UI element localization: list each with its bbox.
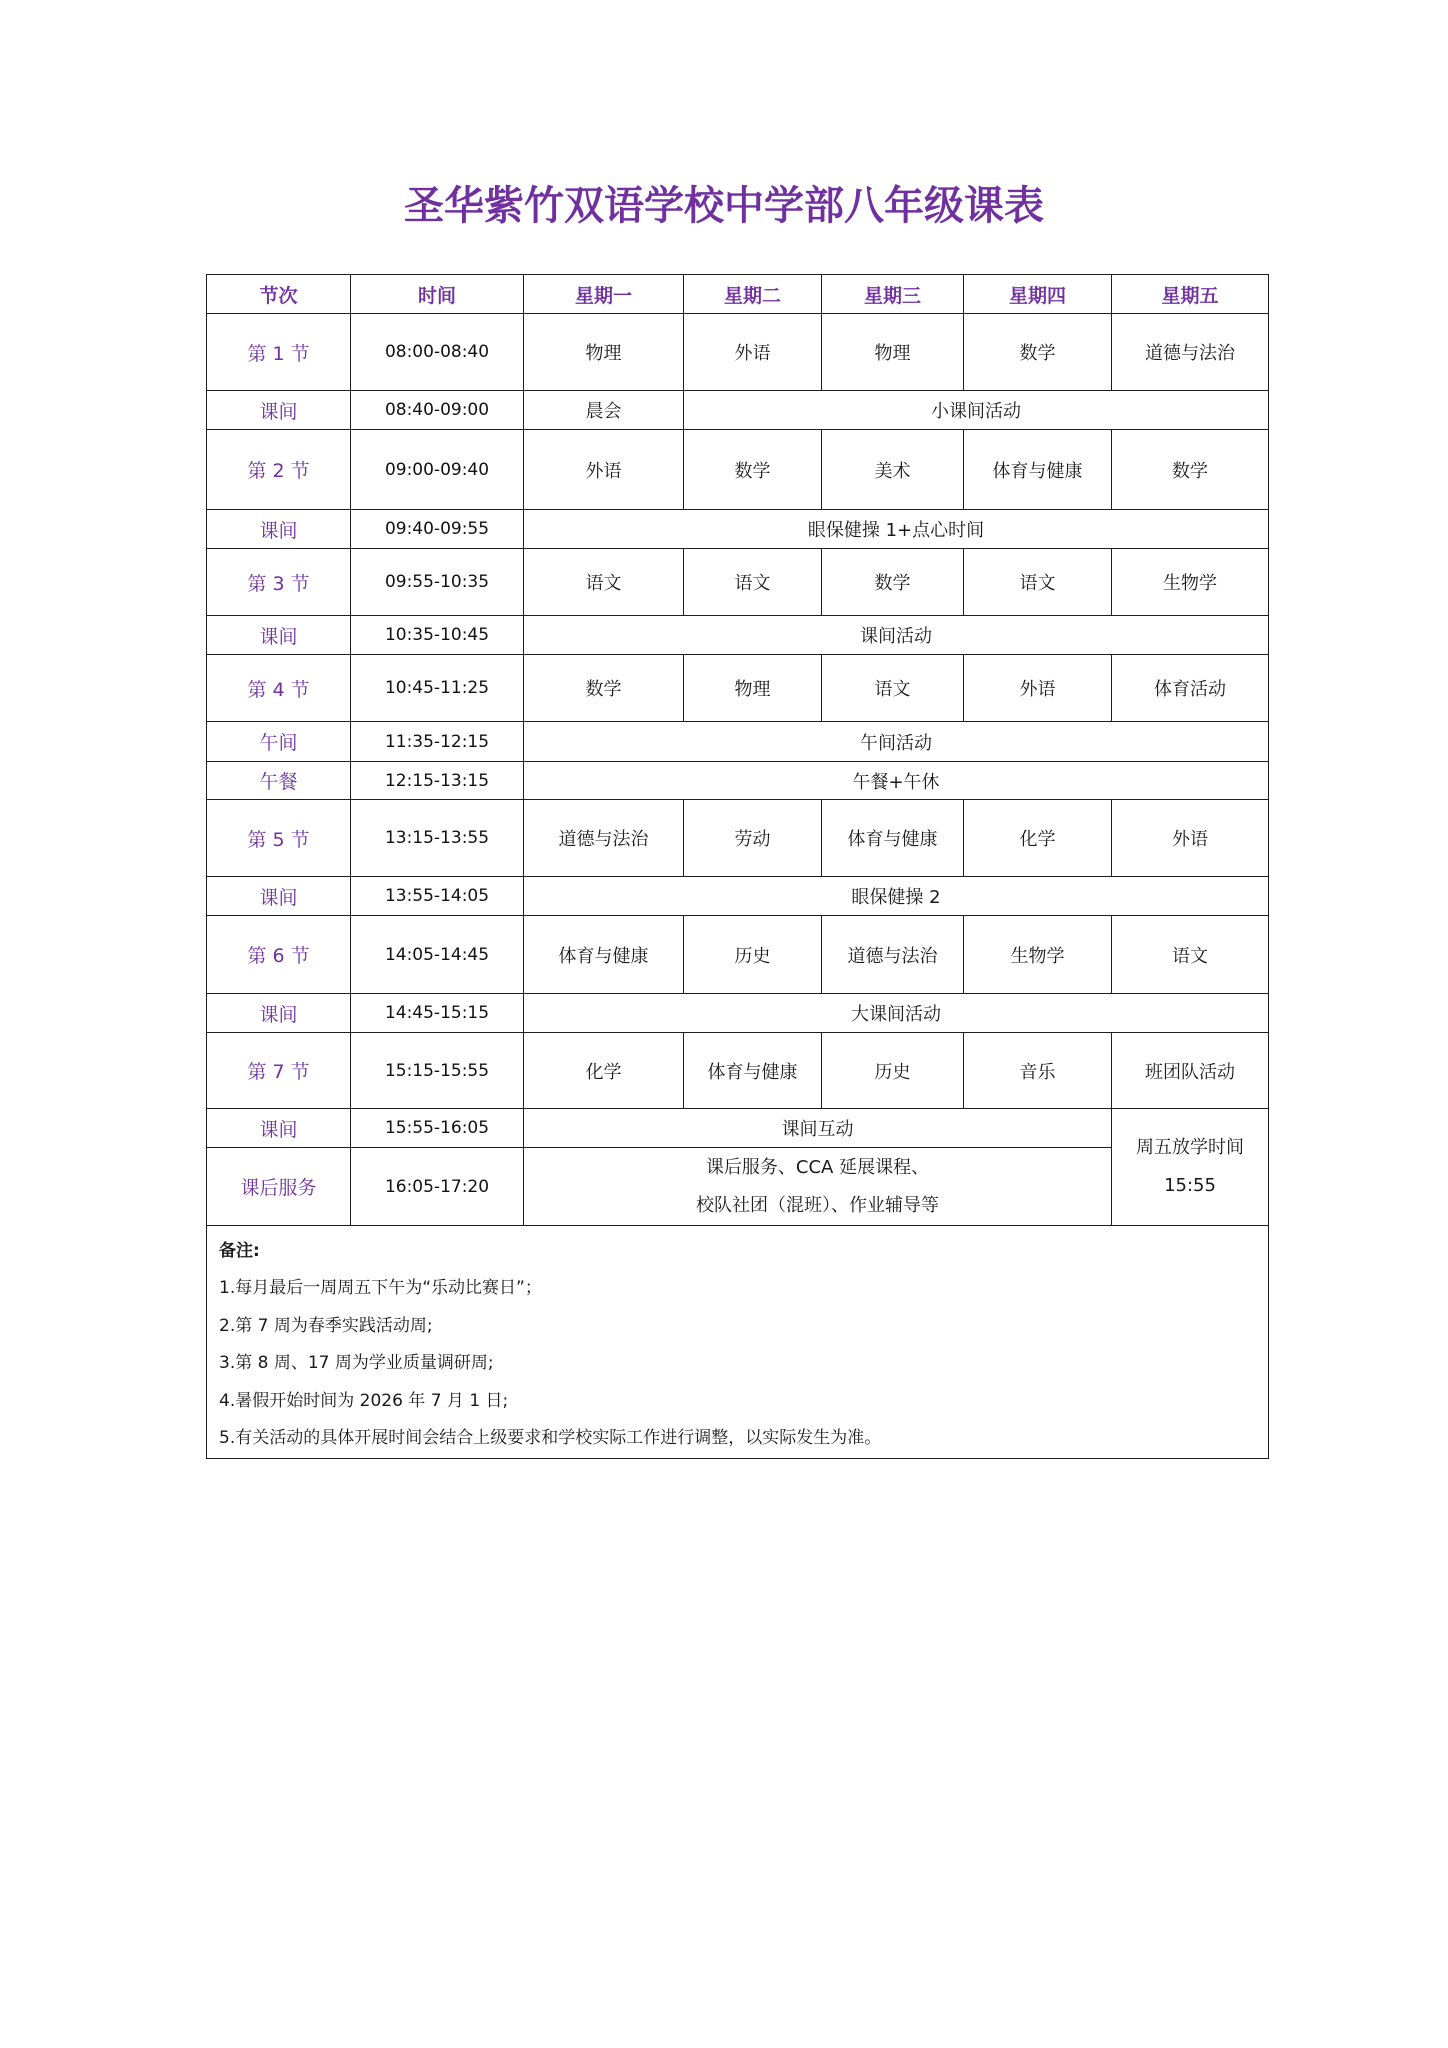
class-cell: 晨会 (524, 391, 684, 430)
period-label: 第 1 节 (207, 314, 351, 391)
period-label: 课间 (207, 510, 351, 549)
class-cell: 音乐 (964, 1033, 1112, 1109)
period-time: 14:45-15:15 (351, 994, 524, 1033)
class-cell: 数学 (1112, 430, 1269, 510)
table-row (207, 762, 1269, 800)
class-cell: 外语 (964, 655, 1112, 722)
period-time: 15:15-15:55 (351, 1033, 524, 1109)
class-cell: 物理 (822, 314, 964, 391)
class-cell: 生物学 (1112, 549, 1269, 616)
class-cell: 数学 (684, 430, 822, 510)
note-item: 3.第 8 周、17 周为学业质量调研周; (219, 1353, 494, 1373)
class-cell: 语文 (684, 549, 822, 616)
class-cell: 体育与健康 (524, 916, 684, 994)
period-label: 第 4 节 (207, 655, 351, 722)
table-row (207, 722, 1269, 762)
note-item: 2.第 7 周为春季实践活动周; (219, 1315, 433, 1336)
table-row (207, 916, 1269, 994)
period-label: 课间 (207, 391, 351, 430)
period-label: 课间 (207, 616, 351, 655)
class-cell: 历史 (822, 1033, 964, 1109)
table-row (207, 1109, 1269, 1148)
class-cell: 体育与健康 (822, 800, 964, 877)
header-thursday: 星期四 (964, 275, 1112, 314)
table-row (207, 1148, 1269, 1226)
table-row (207, 616, 1269, 655)
activity-span: 小课间活动 (684, 391, 1269, 430)
class-cell: 语文 (822, 655, 964, 722)
period-label: 第 2 节 (207, 430, 351, 510)
class-cell: 数学 (524, 655, 684, 722)
period-time: 16:05-17:20 (351, 1148, 524, 1226)
header-wednesday: 星期三 (822, 275, 964, 314)
class-cell: 劳动 (684, 800, 822, 877)
class-cell: 美术 (822, 430, 964, 510)
friday-dismissal-time: 15:55 (1164, 1175, 1216, 1196)
page-title: 圣华紫竹双语学校中学部八年级课表 (404, 183, 1044, 229)
friday-dismissal-label: 周五放学时间 (1136, 1137, 1244, 1158)
period-label: 课间 (207, 1109, 351, 1148)
header-friday: 星期五 (1112, 275, 1269, 314)
table-row (207, 1033, 1269, 1109)
class-cell: 体育活动 (1112, 655, 1269, 722)
activity-span: 眼保健操 2 (524, 877, 1269, 916)
after-school-service-cell (524, 1148, 1112, 1226)
class-cell: 道德与法治 (524, 800, 684, 877)
class-cell: 物理 (684, 655, 822, 722)
table-row (207, 877, 1269, 916)
header-row (207, 275, 1269, 314)
period-label: 第 5 节 (207, 800, 351, 877)
notes-heading: 备注: (219, 1241, 260, 1261)
class-cell: 化学 (964, 800, 1112, 877)
class-cell: 外语 (684, 314, 822, 391)
class-cell: 道德与法治 (1112, 314, 1269, 391)
period-time: 15:55-16:05 (351, 1109, 524, 1148)
period-label: 课间 (207, 877, 351, 916)
class-cell: 道德与法治 (822, 916, 964, 994)
period-time: 08:00-08:40 (351, 314, 524, 391)
table-row (207, 800, 1269, 877)
table-row (207, 994, 1269, 1033)
table-row (207, 391, 1269, 430)
period-time: 13:15-13:55 (351, 800, 524, 877)
activity-span: 午间活动 (524, 722, 1269, 762)
class-cell: 语文 (1112, 916, 1269, 994)
note-item: 5.有关活动的具体开展时间会结合上级要求和学校实际工作进行调整，以实际发生为准。 (219, 1428, 882, 1448)
notes-cell (207, 1226, 1269, 1459)
period-time: 09:55-10:35 (351, 549, 524, 616)
period-label: 第 6 节 (207, 916, 351, 994)
class-cell: 外语 (1112, 800, 1269, 877)
period-label: 午餐 (207, 762, 351, 800)
period-label: 课后服务 (207, 1148, 351, 1226)
class-cell: 物理 (524, 314, 684, 391)
period-time: 12:15-13:15 (351, 762, 524, 800)
activity-span: 眼保健操 1+点心时间 (524, 510, 1269, 549)
friday-dismissal-cell (1112, 1109, 1269, 1226)
class-cell: 语文 (964, 549, 1112, 616)
period-label: 课间 (207, 994, 351, 1033)
class-cell: 生物学 (964, 916, 1112, 994)
note-item: 1.每月最后一周周五下午为“乐动比赛日”； (219, 1278, 542, 1298)
after-school-line-2: 校队社团（混班）、作业辅导等 (696, 1194, 939, 1216)
class-cell: 化学 (524, 1033, 684, 1109)
period-label: 第 3 节 (207, 549, 351, 616)
class-cell: 外语 (524, 430, 684, 510)
class-cell: 数学 (964, 314, 1112, 391)
table-row (207, 655, 1269, 722)
schedule-table (206, 274, 1269, 1459)
period-time: 09:00-09:40 (351, 430, 524, 510)
activity-span: 课间活动 (524, 616, 1269, 655)
period-time: 10:45-11:25 (351, 655, 524, 722)
table-row (207, 314, 1269, 391)
period-time: 09:40-09:55 (351, 510, 524, 549)
header-monday: 星期一 (524, 275, 684, 314)
notes-row (207, 1226, 1269, 1459)
header-period: 节次 (207, 275, 351, 314)
table-row (207, 510, 1269, 549)
activity-span: 课间互动 (524, 1109, 1112, 1148)
class-cell: 体育与健康 (684, 1033, 822, 1109)
period-time: 13:55-14:05 (351, 877, 524, 916)
period-time: 10:35-10:45 (351, 616, 524, 655)
header-time: 时间 (351, 275, 524, 314)
period-label: 午间 (207, 722, 351, 762)
period-time: 11:35-12:15 (351, 722, 524, 762)
note-item: 4.暑假开始时间为 2026 年 7 月 1 日; (219, 1390, 509, 1411)
activity-span: 午餐+午休 (524, 762, 1269, 800)
activity-span: 大课间活动 (524, 994, 1269, 1033)
class-cell: 历史 (684, 916, 822, 994)
class-cell: 语文 (524, 549, 684, 616)
table-row (207, 549, 1269, 616)
period-time: 08:40-09:00 (351, 391, 524, 430)
period-label: 第 7 节 (207, 1033, 351, 1109)
table-row (207, 430, 1269, 510)
class-cell: 数学 (822, 549, 964, 616)
class-cell: 体育与健康 (964, 430, 1112, 510)
class-cell: 班团队活动 (1112, 1033, 1269, 1109)
after-school-line-1: 课后服务、CCA 延展课程、 (705, 1156, 930, 1178)
period-time: 14:05-14:45 (351, 916, 524, 994)
header-tuesday: 星期二 (684, 275, 822, 314)
